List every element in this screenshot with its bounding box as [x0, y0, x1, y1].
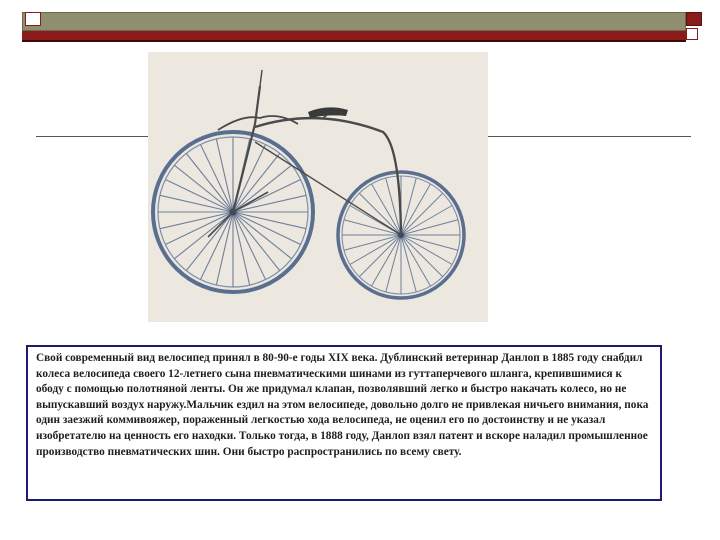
- caption-text: Свой современный вид велосипед принял в 80-90-е годы XIX века. Дублинский ветеринар Данлоп в 1885 году снабдил колеса велосипеда своего 12-летнего сына пневматическими шинами из гуттаперчевого шланга, крепившимися к ободу с помощью полотняной ленты. Он же придумал клапан, позволявший легко и быстро накачать колесо, но не выпускавший воздух наружу.Мальчик ездил на этом велосипеде, довольно долго не привлекая ничьего внимания, пока один заезжий коммивояжер, пораженный легкостью хода велосипеда, не оценил его по достоинству и не указал изобретателю на ценность его находки. Только тогда, в 1888 году, Данлоп взял патент и вскоре наладил промышленное производство пневматических шин. Они быстро распространились по всему свету.: [36, 352, 649, 458]
- corner-square-left: [25, 12, 41, 26]
- slide-top-stripe: [22, 31, 686, 40]
- caption-box: [26, 345, 662, 501]
- bicycle-photo: [148, 52, 488, 322]
- divider-right: [488, 136, 691, 137]
- corner-square-right-lower: [686, 28, 698, 40]
- slide-top-dark-line: [22, 40, 686, 42]
- corner-square-right: [686, 12, 702, 26]
- divider-left: [36, 136, 148, 137]
- bicycle-illustration-icon: [148, 52, 488, 322]
- slide-top-bar: [22, 12, 686, 31]
